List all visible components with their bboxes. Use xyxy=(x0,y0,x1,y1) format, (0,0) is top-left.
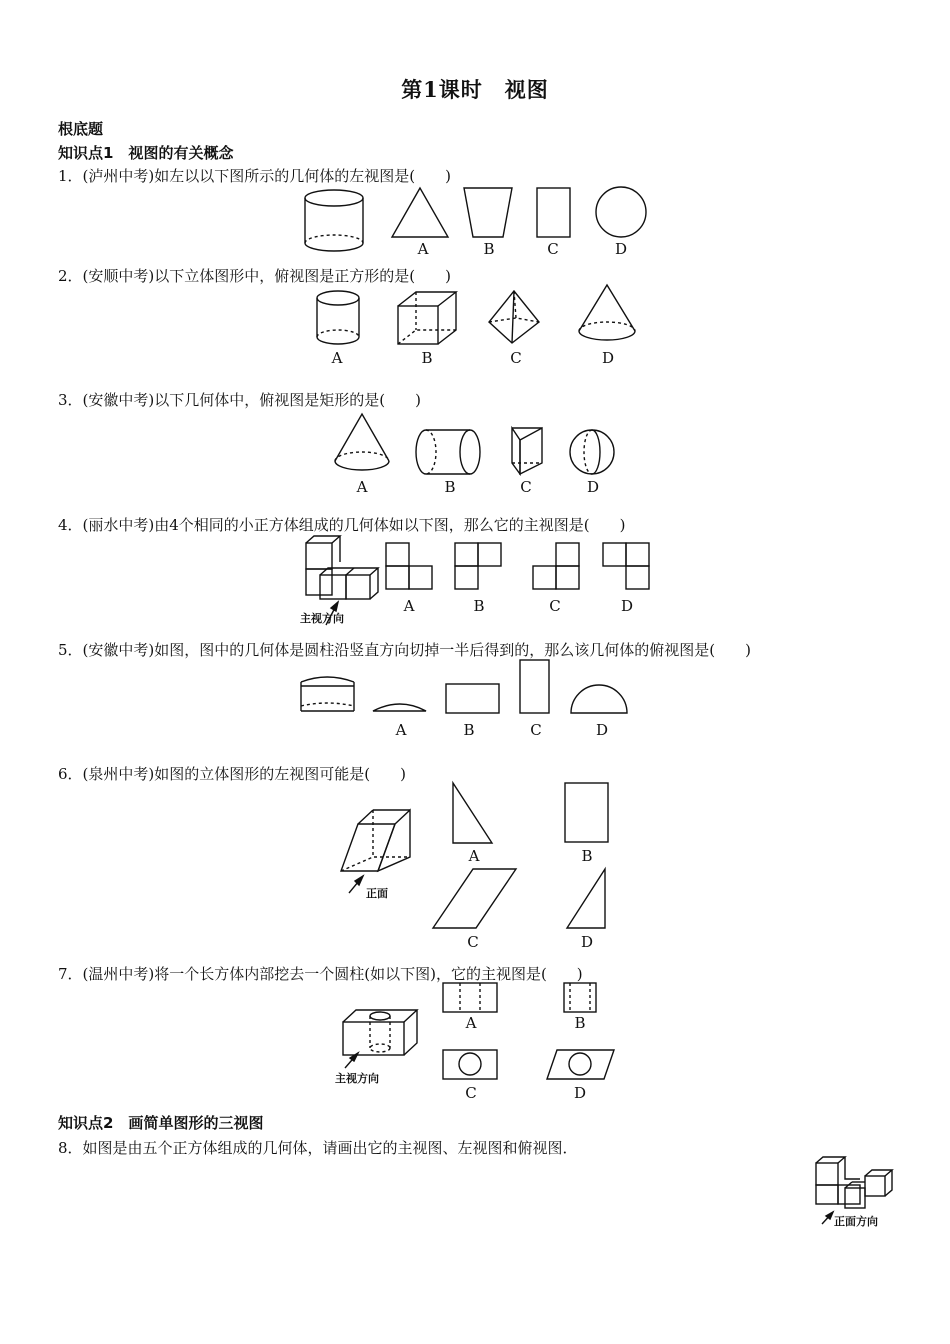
question-7: 7．(温州中考)将一个长方体内部挖去一个圆柱(如以下图)，它的主视图是( ) xyxy=(58,965,583,983)
q5-label-c: C xyxy=(530,721,542,739)
section-knowledge-point-1: 知识点1 视图的有关概念 xyxy=(58,144,234,162)
question-8: 8．如图是由五个正方体组成的几何体，请画出它的主视图、左视图和俯视图． xyxy=(58,1139,578,1157)
section-knowledge-point-2: 知识点2 画简单图形的三视图 xyxy=(58,1114,264,1132)
q8-direction-caption: 正面方向 xyxy=(834,1215,878,1228)
q1-label-a: A xyxy=(417,240,429,258)
q7-label-b: B xyxy=(574,1014,586,1032)
q5-label-d: D xyxy=(595,721,609,739)
question-2: 2．(安顺中考)以下立体图形中，俯视图是正方形的是( ) xyxy=(58,267,451,285)
q6-label-d: D xyxy=(580,933,594,951)
q3-label-d: D xyxy=(586,478,600,496)
q4-direction-caption: 主视方向 xyxy=(300,612,344,625)
q6-label-c: C xyxy=(467,933,479,951)
question-6: 6．(泉州中考)如图的立体图形的左视图可能是( ) xyxy=(58,765,406,783)
q1-label-d: D xyxy=(614,240,628,258)
q4-label-b: B xyxy=(473,597,485,615)
section-basic: 根底题 xyxy=(58,120,104,138)
q3-label-b: B xyxy=(444,478,456,496)
question-5: 5．(安徽中考)如图，图中的几何体是圆柱沿竖直方向切掉一半后得到的，那么该几何体的俯视图是( ) xyxy=(58,641,751,659)
q5-label-b: B xyxy=(463,721,475,739)
question-3: 3．(安徽中考)以下几何体中，俯视图是矩形的是( ) xyxy=(58,391,421,409)
q7-label-c: C xyxy=(465,1084,477,1102)
q4-label-c: C xyxy=(549,597,561,615)
q3-label-a: A xyxy=(356,478,368,496)
q6-label-a: A xyxy=(468,847,480,865)
question-4: 4．(丽水中考)由4个相同的小正方体组成的几何体如以下图，那么它的主视图是( ) xyxy=(58,516,626,534)
q2-label-a: A xyxy=(331,349,343,367)
question-1: 1．(泸州中考)如左以以下图所示的几何体的左视图是( ) xyxy=(58,167,451,185)
q5-label-a: A xyxy=(395,721,407,739)
page-title: 第1课时 视图 xyxy=(401,77,549,102)
q6-label-b: B xyxy=(581,847,593,865)
q2-label-b: B xyxy=(421,349,433,367)
q1-label-c: C xyxy=(547,240,559,258)
q1-label-b: B xyxy=(483,240,495,258)
q7-direction-caption: 主视方向 xyxy=(335,1072,379,1085)
q6-front-caption: 正面 xyxy=(366,887,388,900)
q4-label-d: D xyxy=(620,597,634,615)
q7-label-a: A xyxy=(465,1014,477,1032)
q2-label-c: C xyxy=(510,349,522,367)
q4-label-a: A xyxy=(403,597,415,615)
q2-label-d: D xyxy=(601,349,615,367)
q7-label-d: D xyxy=(573,1084,587,1102)
q3-label-c: C xyxy=(520,478,532,496)
